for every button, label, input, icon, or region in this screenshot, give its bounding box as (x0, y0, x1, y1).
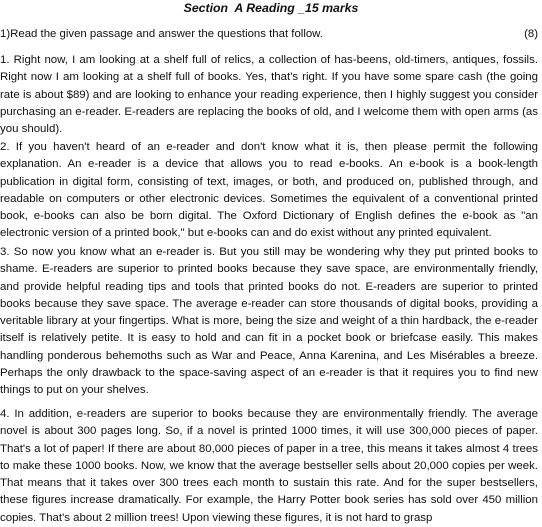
paragraph-3: 3. So now you know what an e-reader is. But you still may be wondering why they put printed books to shame. E-readers are superior to printed books because they save space, are environmentally friendly, and provide helpful reading tips and tools that printed books do not. E-readers are superior to printed books because they save space. The average e-reader can store thousands of digital books, providing a veritable library at your fingertips. What is more, being the size and weight of a thin hardback, the e-reader itself is relatively petite. It is easy to hold and can fit in a pocket book or briefcase easily. This makes handling ponderous behemoths such as War and Peace, Anna Karenina, and Les Misérables a breeze. Perhaps the only drawback to the space-saving aspect of an e-reader is that it requires you to find new things to put on your shelves. (0, 246, 538, 397)
paragraph-4: 4. In addition, e-readers are superior to books because they are environmentally friendly. The average novel is about 300 pages long. So, if a novel is printed 1000 times, it will use 300,000 pieces of paper. That's a lot of paper! If there are about 80,000 pieces of paper in a tree, this means it takes almost 4 trees to make these 1000 books. Now, we know that the average bestseller sells about 20,000 copies per week. That means that it takes over 300 trees each month to sustain this rate. And for the super bestsellers, these figures increase dramatically. For example, the Harry Potter book series has sold over 450 million copies. That's about 2 million trees! Upon viewing these figures, it is not hard to grasp (0, 408, 538, 524)
instruction-text: 1)Read the given passage and answer the questions that follow. (0, 28, 323, 40)
marks-label: (8) (524, 28, 538, 40)
section-title: Section A Reading _15 marks (183, 1, 359, 15)
paragraph-1: 1. Right now, I am looking at a shelf full of relics, a collection of has-beens, old-timers, antiques, fossils. Right now I am looking at a shelf full of books. Yes, that's right. If you have some spare cash (the going rate is about $89) and are looking to enhance your reading experience, then I highly suggest you consider purchasing an e-reader. E-readers are replacing the books of old, and I welcome them with open arms (as you should). (0, 54, 538, 136)
paragraph-2: 2. If you haven't heard of an e-reader and don't know what it is, then please permit the following explanation. An e-reader is a device that allows you to read e-books. An e-book is a book-length publication in digital form, consisting of text, images, or both, and produced on, published through, and readable on computers or other electronic devices. Sometimes the equivalent of a conventional printed book, e-books can also be born digital. The Oxford Dictionary of English defines the e-book as "an electronic version of a printed book," but e-books can and do exist without any printed equivalent. (0, 141, 538, 240)
